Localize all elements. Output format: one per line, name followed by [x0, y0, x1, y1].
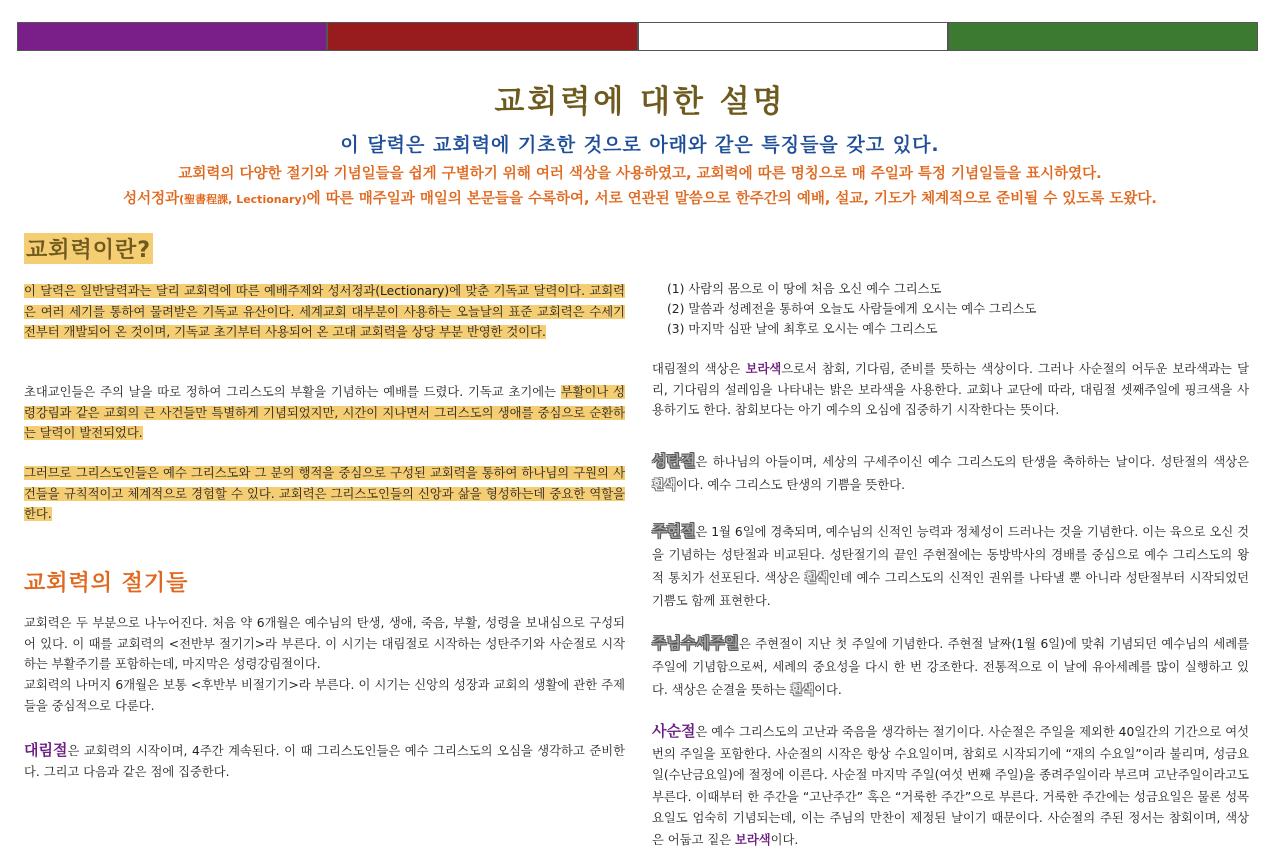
- lent-text-b: 이다.: [770, 832, 799, 847]
- page-subtitle: 이 달력은 교회력에 기초한 것으로 아래와 같은 특징들을 갖고 있다.: [340, 134, 940, 156]
- purple-swatch: [17, 22, 327, 51]
- early-church-text-b: 부활이나 성령강림과 같은 교회의 큰 사건들만 특별하게 기념되었지만, 시간이 지나면서 그리스도의 생애를 중심으로 순환하는 달력이 발전되었다.: [24, 385, 625, 440]
- intro-paragraph-text: 이 달력은 일반달력과는 달리 교회력에 따른 예배주제와 성서정과(Lectionary)에 맞춘 기독교 달력이다. 교회력은 여러 세기를 통하여 물려받은 기독교 유산이다. 세계교회 대부분이 사용하는 오늘날의 표준 교회력은 수세기 전부터 개발되어 온 것이며, 기독교 초기부터 사용되어 온 고대 교회력을 상당 부분 반영한 것이다.: [24, 284, 625, 339]
- baptism-color-word: 흰색: [790, 683, 815, 697]
- intro-line-2-post: 에 따른 매주일과 매일의 본문들을 수록하여, 서로 연관된 말씀으로 한주간의 예배, 설교, 기도가 체계적으로 준비될 수 있도록 도왔다.: [306, 191, 1157, 207]
- list-item: (2) 말씀과 성례전을 통하여 오늘도 사람들에게 오시는 예수 그리스도: [667, 302, 1037, 316]
- baptism-text-a: 은 주현절이 지난 첫 주일에 기념한다. 주현절 날짜(1월 6일)에 맞춰 기념되던 예수님의 세례를 주일에 기념함으로써, 세례의 중요성을 다시 한 번 강조한다. 전통적으로 이 날에 유아세례를 많이 실행하고 있다. 색상은 순결을 뜻하는: [652, 637, 1249, 697]
- seasons-heading: 교회력의 절기들: [24, 571, 189, 596]
- christmas-term: 성탄절: [652, 452, 696, 470]
- green-swatch: [948, 22, 1258, 51]
- epiphany-paragraph: [652, 520, 1249, 613]
- advent-text: 은 교회력의 시작이며, 4주간 계속된다. 이 때 그리스도인들은 예수 그리스도의 오심을 생각하고 준비한다. 그리고 다음과 같은 점에 집중한다.: [24, 744, 625, 779]
- early-church-text-a: 초대교인들은 주의 날을 따로 정하여 그리스도의 부활을 기념하는 예배를 드렸다. 기독교 초기에는: [24, 385, 556, 399]
- christmas-text-b: 이다. 예수 그리스도 탄생의 기쁨을 뜻한다.: [675, 478, 906, 492]
- advent-color-word: 보라색: [745, 362, 782, 376]
- page-title: 교회력에 대한 설명: [494, 84, 786, 120]
- white-swatch: [638, 22, 948, 51]
- baptism-text-b: 이다.: [814, 683, 842, 697]
- list-item: (3) 마지막 심판 날에 최후로 오시는 예수 그리스도: [667, 322, 938, 336]
- epiphany-term: 주현절: [652, 522, 696, 540]
- intro-line-2-small: (聖書程課, Lectionary): [179, 193, 307, 206]
- epiphany-text-b: 인데 예수 그리스도의 신적인 권위를 나타낼 뿐 아니라 성탄절부터 시작되었던 기쁨도 함께 표현한다.: [652, 571, 1249, 608]
- advent-focus-list: [667, 279, 1036, 339]
- advent-color-paragraph: [652, 359, 1249, 421]
- advent-term: 대림절: [24, 741, 68, 759]
- christmas-text-a: 은 하나님의 아들이며, 세상의 구세주이신 예수 그리스도의 탄생을 축하하는 날이다. 성탄절의 색상은: [695, 455, 1249, 469]
- advent-paragraph: [24, 740, 625, 782]
- therefore-paragraph-text: 그러므로 그리스도인들은 예수 그리스도와 그 분의 행적을 중심으로 구성된 교회력을 통하여 하나님의 구원의 사건들을 규칙적이고 체계적으로 경험할 수 있다. 교회력은 그리스도인들의 신앙과 삶을 형성하는데 중요한 역할을 한다.: [24, 466, 625, 521]
- what-is-church-calendar-heading: 교회력이란?: [24, 233, 153, 264]
- lent-text-a: 은 예수 그리스도의 고난과 죽음을 생각하는 절기이다. 사순절은 주일을 제외한 40일간의 기간으로 여섯 번의 주일을 포함한다. 사순절의 시작은 항상 수요일이며, 참회로 시작되기에 “재의 수요일”이라 불리며, 성금요일(수난금요일)에 절정에 이른다. 사순절 마지막 주일(여섯 번째 주일)을 종려주일이라 부르며 고난주일이라고도 부른다. 이때부터 한 주간을 “고난주간” 혹은 “거룩한 주간”으로 부른다. 거룩한 주간에는 성금요일은 물론 성목요일도 엄숙히 기념되는데, 이는 주님의 만찬이 제정된 날이기 때문이다. 사순절의 주된 정서는 참회이며, 색상은 어둡고 짙은: [652, 725, 1249, 847]
- intro-line-1: 교회력의 다양한 절기와 기념일들을 쉽게 구별하기 위해 여러 색상을 사용하였고, 교회력에 따른 명칭으로 매 주일과 특정 기념일들을 표시하였다.: [178, 166, 1102, 182]
- intro-line-2-pre: 성서정과: [123, 191, 180, 207]
- early-church-paragraph: [24, 382, 625, 444]
- lent-color-word: 보라색: [735, 832, 771, 847]
- advent-color-post: 으로서 참회, 기다림, 준비를 뜻하는 색상이다. 그러나 사순절의 어두운 보라색과는 달리, 기다림의 설레임을 나타내는 밝은 보라색을 사용한다. 교회나 교단에 따라, 대림절 셋째주일에 핑크색을 사용하기도 한다. 참회보다는 아기 예수의 오심에 집중하기 시작한다는 뜻이다.: [652, 362, 1249, 417]
- two-parts-paragraph: 교회력은 두 부분으로 나누어진다. 처음 약 6개월은 예수님의 탄생, 생애, 죽음, 부활, 성령을 보내심으로 구성되어 있다. 이 때를 교회력의 <전반부 절기기>라 부른다. 이 시기는 대림절로 시작하는 성탄주기와 사순절로 시작하는 부활주기를 포함하는데, 마지막은 성령강림절이다.: [24, 616, 625, 671]
- color-stripe: [17, 22, 1258, 51]
- lent-paragraph: [652, 721, 1249, 851]
- christmas-paragraph: [652, 450, 1249, 497]
- intro-line-2: [0, 187, 1280, 208]
- epiphany-color-word: 흰색: [804, 571, 829, 585]
- epiphany-text-a: 은 1월 6일에 경축되며, 예수님의 신적인 능력과 정체성이 드러나는 것을 기념한다. 이는 육으로 오신 것을 기념하는 성탄절과 비교된다. 성탄절기의 끝인 주현절에는 동방박사의 경배를 중심으로 예수 그리스도의 왕적 통치가 선포된다. 색상은: [652, 525, 1249, 585]
- intro-paragraph: [24, 281, 625, 343]
- christmas-color-word: 흰색: [652, 478, 676, 492]
- advent-color-pre: 대림절의 색상은: [652, 362, 746, 376]
- therefore-paragraph: [24, 463, 625, 525]
- lent-term: 사순절: [652, 722, 696, 740]
- list-item: (1) 사람의 몸으로 이 땅에 처음 오신 예수 그리스도: [667, 282, 942, 296]
- baptism-of-lord-paragraph: [652, 632, 1249, 702]
- second-half-paragraph: 교회력의 나머지 6개월은 보통 <후반부 비절기기>라 부른다. 이 시기는 신앙의 성장과 교회의 생활에 관한 주제들을 중심적으로 다룬다.: [24, 678, 625, 713]
- red-swatch: [327, 22, 637, 51]
- baptism-of-lord-term: 주님수세주일: [652, 634, 739, 652]
